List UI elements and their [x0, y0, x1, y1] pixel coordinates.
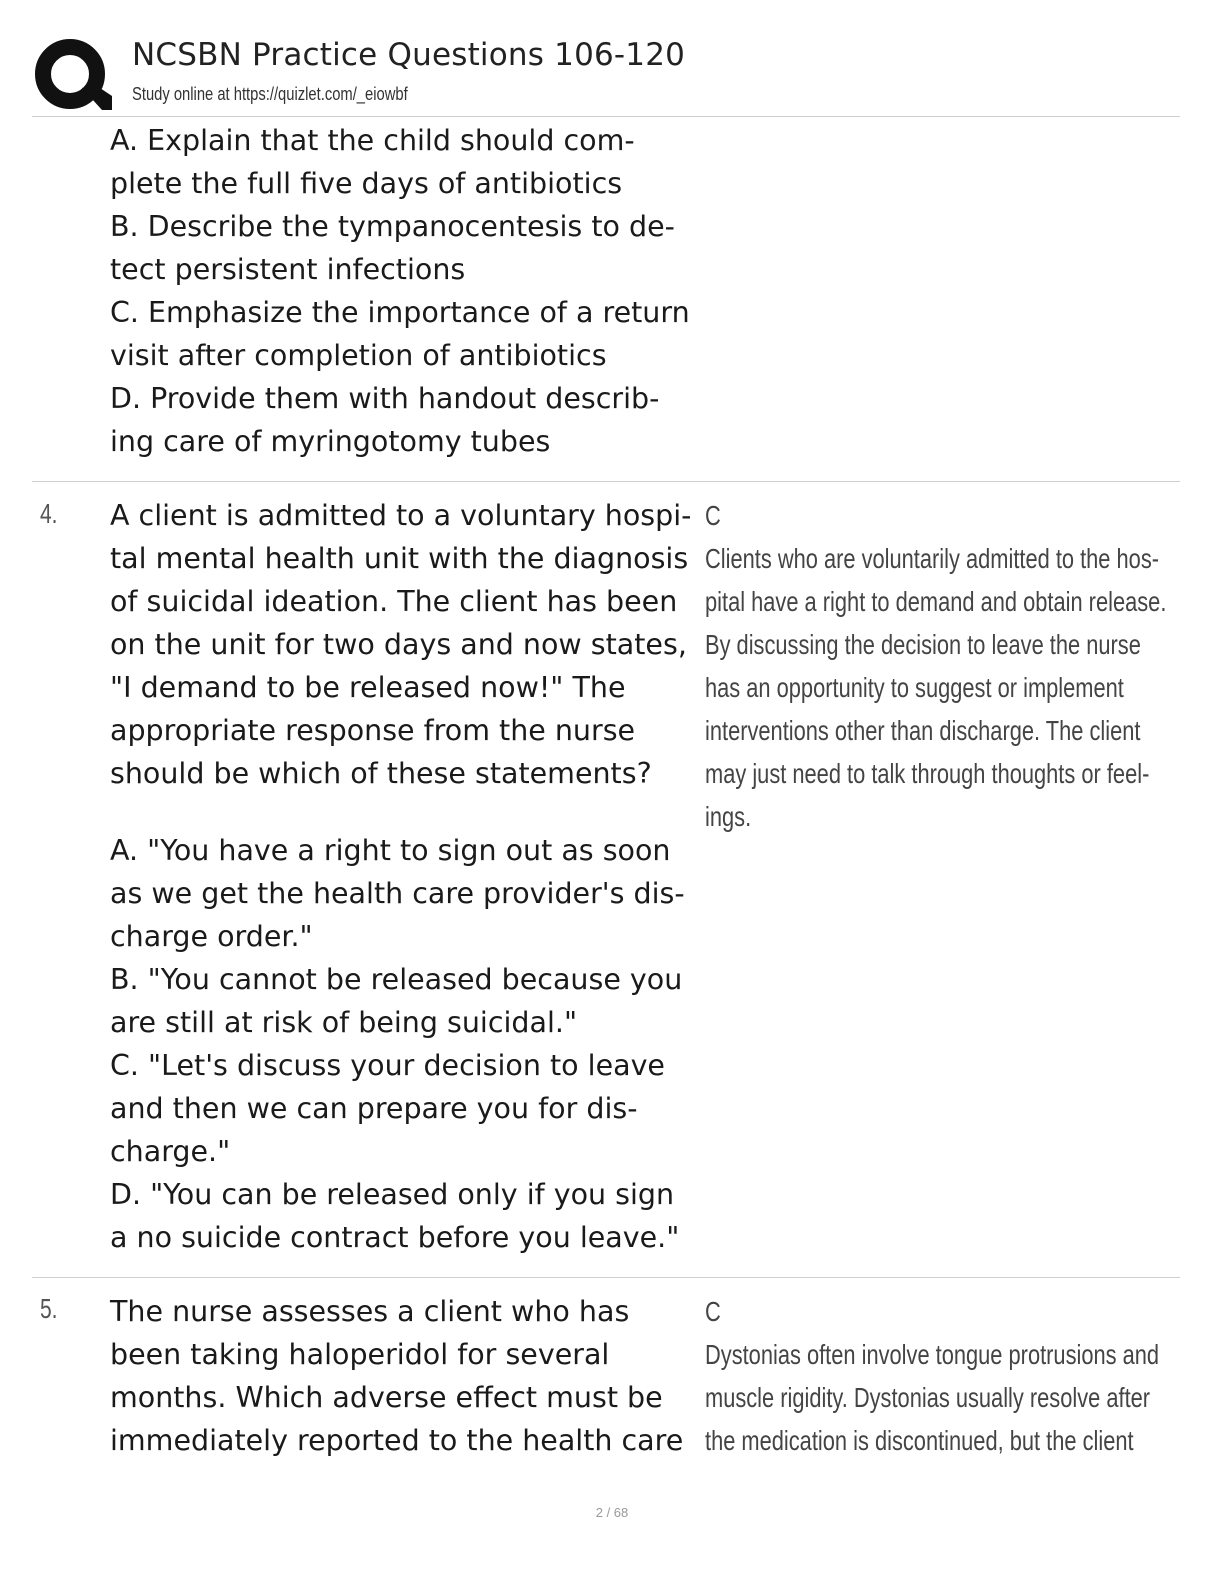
option-line: charge order."	[110, 920, 313, 953]
option-line: C. Emphasize the importance of a return	[110, 296, 690, 329]
quizlet-logo-icon	[32, 34, 112, 114]
answer-line: the medication is discontinued, but the client	[705, 1425, 1134, 1456]
question-line: tal mental health unit with the diagnosis	[110, 542, 689, 575]
answer-line: By discussing the decision to leave the nurse	[705, 629, 1141, 660]
question-line: of suicidal ideation. The client has been	[110, 585, 678, 618]
option-line: B. Describe the tympanocentesis to de-	[110, 210, 675, 243]
option-line: B. "You cannot be released because you	[110, 963, 683, 996]
q4-question	[110, 494, 705, 795]
option-line: charge."	[110, 1135, 231, 1168]
divider	[32, 116, 1180, 117]
answer-letter: C	[705, 500, 721, 531]
question-line: months. Which adverse effect must be	[110, 1381, 663, 1414]
divider	[32, 1277, 1180, 1278]
question-line: immediately reported to the health care	[110, 1424, 684, 1457]
answer-line: Clients who are voluntarily admitted to the hos-	[705, 543, 1160, 574]
divider	[32, 481, 1180, 482]
question-line: A client is admitted to a voluntary hospi-	[110, 499, 692, 532]
question-line: on the unit for two days and now states,	[110, 628, 687, 661]
answer-line: Dystonias often involve tongue protrusions and	[705, 1339, 1160, 1370]
option-line: A. Explain that the child should com-	[110, 124, 635, 157]
answer-line: has an opportunity to suggest or implement	[705, 672, 1124, 703]
q4-options	[110, 829, 705, 1259]
answer-line: muscle rigidity. Dystonias usually resolve after	[705, 1382, 1151, 1413]
option-line: A. "You have a right to sign out as soon	[110, 834, 671, 867]
question-line: "I demand to be released now!" The	[110, 671, 626, 704]
question-line: should be which of these statements?	[110, 757, 652, 790]
option-line: C. "Let's discuss your decision to leave	[110, 1049, 665, 1082]
option-line: and then we can prepare you for dis-	[110, 1092, 638, 1125]
question-number: 4.	[40, 498, 58, 529]
option-line: D. Provide them with handout describ-	[110, 382, 660, 415]
answer-line: ings.	[705, 801, 752, 832]
q5-question	[110, 1290, 705, 1462]
answer-letter: C	[705, 1296, 721, 1327]
question-line: been taking haloperidol for several	[110, 1338, 610, 1371]
answer-line: may just need to talk through thoughts or feel-	[705, 758, 1150, 789]
q4-answer	[705, 494, 1175, 838]
answer-line: interventions other than discharge. The client	[705, 715, 1141, 746]
page-title: NCSBN Practice Questions 106-120	[132, 37, 686, 73]
answer-line: pital have a right to demand and obtain release.	[705, 586, 1167, 617]
option-line: visit after completion of antibiotics	[110, 339, 607, 372]
option-line: D. "You can be released only if you sign	[110, 1178, 675, 1211]
question-number: 5.	[40, 1293, 58, 1324]
q5-answer	[705, 1290, 1175, 1462]
question-line: The nurse assesses a client who has	[110, 1295, 630, 1328]
q3-options	[110, 119, 705, 463]
page-number: 2 / 68	[595, 1505, 629, 1520]
option-line: ing care of myringotomy tubes	[110, 425, 551, 458]
option-line: are still at risk of being suicidal."	[110, 1006, 578, 1039]
option-line: plete the full five days of antibiotics	[110, 167, 623, 200]
study-link[interactable]: Study online at https://quizlet.com/_eiowbf	[132, 84, 408, 104]
question-line: appropriate response from the nurse	[110, 714, 636, 747]
option-line: a no suicide contract before you leave."	[110, 1221, 680, 1254]
option-line: tect persistent infections	[110, 253, 466, 286]
option-line: as we get the health care provider's dis-	[110, 877, 685, 910]
